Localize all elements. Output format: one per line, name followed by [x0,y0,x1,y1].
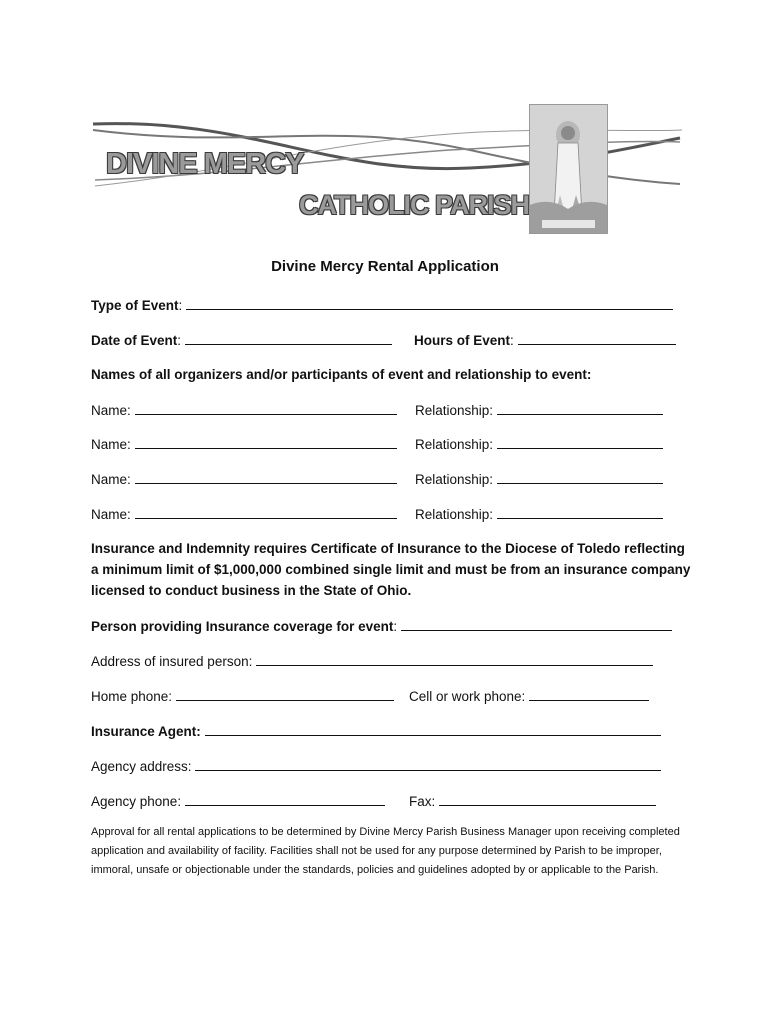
agency-phone-label: Agency phone: [91,794,182,809]
home-phone-row [91,688,394,704]
names-heading: Names of all organizers and/or participants of event and relationship to event: [91,367,592,382]
relationship-row [415,402,663,418]
date-of-event-row: Date of Event: [91,332,392,348]
relationship-field[interactable] [497,506,663,519]
home-phone-field[interactable] [176,688,394,701]
parish-logo [0,0,770,250]
cell-phone-field[interactable] [529,688,649,701]
agency-address-field[interactable] [195,758,661,771]
agency-address-row [91,758,661,774]
name-label: Name: [91,437,131,452]
insurance-person-row: Person providing Insurance coverage for event: [91,618,672,634]
divine-mercy-image [529,104,608,234]
home-phone-label: Home phone: [91,689,173,704]
relationship-row [415,436,663,452]
agency-phone-row [91,793,385,809]
relationship-field[interactable] [497,436,663,449]
insurance-requirement-text: Insurance and Indemnity requires Certificate of Insurance to the Diocese of Toledo reflecting a minimum limit of $1,000,000 combined single limit and must be from an insurance company licensed to conduct business in the State of Ohio. [91,541,691,598]
logo-catholic-parish-text: CATHOLIC PARISH [299,190,529,220]
insurance-agent-label: Insurance Agent: [91,724,201,739]
type-of-event-label: Type of Event [91,298,179,313]
name-field[interactable] [135,506,397,519]
type-of-event-row: Type of Event: [91,297,673,313]
name-row [91,471,397,487]
approval-disclaimer: Approval for all rental applications to be determined by Divine Mercy Parish Business Manager upon receiving completed application and availability of facility. Facilities shall not be used for any purpose determined by Parish to be improper, immoral, unsafe or objectionable under the standards, policies and guidelines adopted by or applicable to the Parish. [91,826,680,876]
insured-address-label: Address of insured person: [91,654,253,669]
relationship-field[interactable] [497,402,663,415]
name-field[interactable] [135,436,397,449]
relationship-label: Relationship: [415,507,494,522]
hours-of-event-row: Hours of Event: [414,332,676,348]
fax-field[interactable] [439,793,656,806]
insurance-agent-field[interactable] [205,723,661,736]
relationship-label: Relationship: [415,472,494,487]
relationship-label: Relationship: [415,403,494,418]
name-row [91,506,397,522]
hours-of-event-label: Hours of Event [414,333,511,348]
fax-row [409,793,656,809]
name-label: Name: [91,507,131,522]
cell-phone-label: Cell or work phone: [409,689,526,704]
agency-address-label: Agency address: [91,759,192,774]
insured-address-row [91,653,653,669]
name-label: Name: [91,472,131,487]
name-field[interactable] [135,471,397,484]
name-row [91,402,397,418]
hours-of-event-field[interactable] [518,332,676,345]
insurance-agent-row [91,723,661,739]
form-title: Divine Mercy Rental Application [271,258,499,275]
name-field[interactable] [135,402,397,415]
relationship-row [415,506,663,522]
agency-phone-field[interactable] [185,793,385,806]
insurance-person-label: Person providing Insurance coverage for event [91,619,394,634]
relationship-label: Relationship: [415,437,494,452]
insurance-person-field[interactable] [401,618,672,631]
type-of-event-field[interactable] [186,297,673,310]
name-row [91,436,397,452]
date-of-event-field[interactable] [185,332,392,345]
relationship-field[interactable] [497,471,663,484]
date-of-event-label: Date of Event [91,333,178,348]
insured-address-field[interactable] [256,653,653,666]
name-label: Name: [91,403,131,418]
fax-label: Fax: [409,794,436,809]
relationship-row [415,471,663,487]
logo-divine-mercy-text: DIVINE MERCY [106,148,304,180]
cell-phone-row [409,688,649,704]
